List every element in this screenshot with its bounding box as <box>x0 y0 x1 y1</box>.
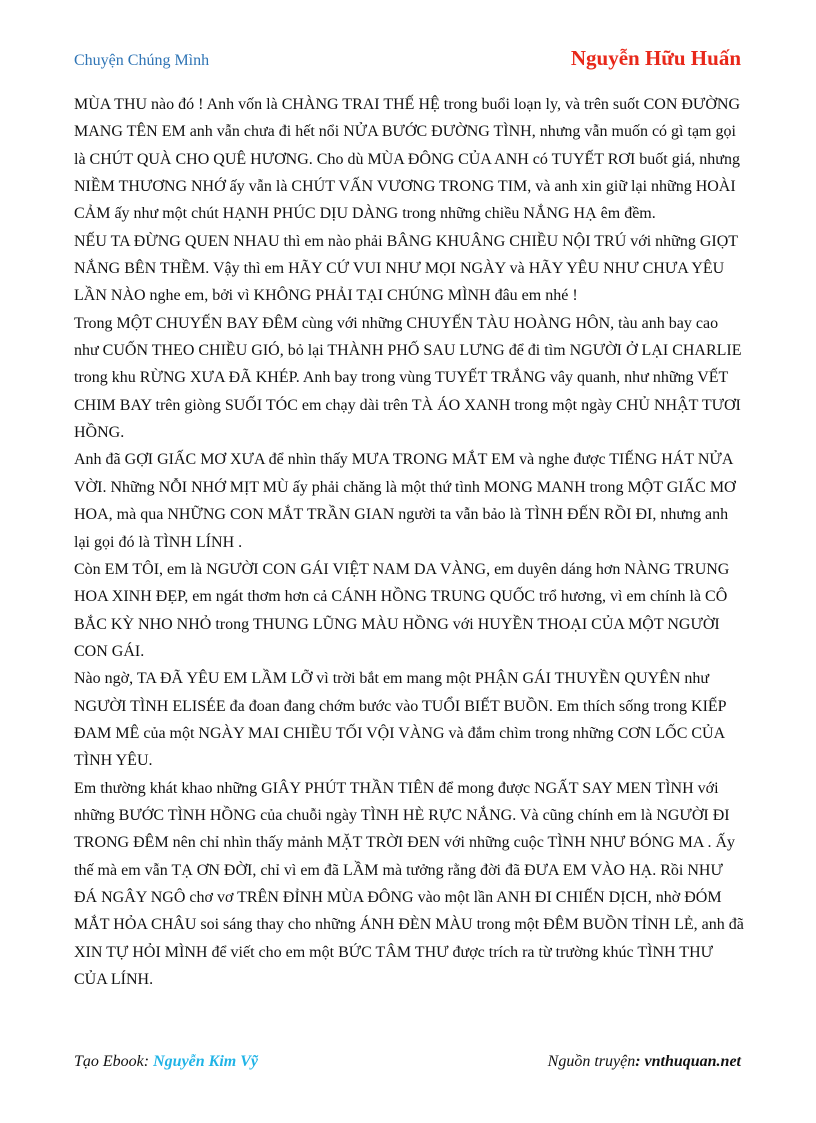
paragraph: Em thường khát khao những GIÂY PHÚT THẦN TIÊN để mong được NGẤT SAY MEN TÌNH với những BƯỚC TÌNH HỒNG của chuỗi ngày TÌNH HÈ RỰC NẮNG. Và cũng chính em là NGƯỜI ĐI TRONG ĐÊM nên chỉ nhìn thấy mảnh MẶT TRỜI ĐEN với những cuộc TÌNH NHƯ BÓNG MA . Ấy thế mà em vẫn TẠ ƠN ĐỜI, chỉ vì em đã LẦM mà tưởng rằng đời đã ĐƯA EM VÀO HẠ. Rồi NHƯ ĐÁ NGÂY NGÔ chơ vơ TRÊN ĐỈNH MÙA ĐÔNG vào một lần ANH ĐI CHIẾN DỊCH, nhờ ĐÓM MẮT HỎA CHÂU soi sáng thay cho những ÁNH ĐÈN MÀU trong một ĐÊM BUỒN TỈNH LẺ, anh đã XIN TỰ HỎI MÌNH để viết cho em một BỨC TÂM THƯ được trích ra từ trường khúc TÌNH THƯ CỦA LÍNH. <box>74 779 744 988</box>
paragraph: Anh đã GỢI GIẤC MƠ XƯA để nhìn thấy MƯA TRONG MẮT EM và nghe được TIẾNG HÁT NỬA VỜI. Những NỖI NHỚ MỊT MÙ ấy phải chăng là một thứ tình MONG MANH trong MỘT GIẤC MƠ HOA, mà qua NHỮNG CON MẮT TRẦN GIAN người ta vẫn bảo là TÌNH ĐẾN RỒI ĐI, nhưng anh lại gọi đó là TÌNH LÍNH . <box>74 451 736 551</box>
paragraph: Trong MỘT CHUYẾN BAY ĐÊM cùng với những CHUYẾN TÀU HOÀNG HÔN, tàu anh bay cao như CUỐN THEO CHIỀU GIÓ, bỏ lại THÀNH PHỐ SAU LƯNG để đi tìm NGƯỜI Ở LẠI CHARLIE trong khu RỪNG XƯA ĐÃ KHÉP. Anh bay trong vùng TUYẾT TRẮNG vây quanh, như những VẾT CHIM BAY trên giòng SUỐI TÓC em chạy dài trên TÀ ÁO XANH trong một ngày CHỦ NHẬT TƯƠI HỒNG. <box>74 314 742 442</box>
book-title: Chuyện Chúng Mình <box>74 52 210 69</box>
document-body <box>74 91 746 993</box>
author-name: Nguyễn Hữu Huấn <box>570 46 741 70</box>
ebook-credit <box>74 1053 258 1071</box>
source-credit <box>548 1053 741 1071</box>
ebook-creator-name: Nguyễn Kim Vỹ <box>153 1053 258 1070</box>
ebook-credit-label: Tạo Ebook <box>74 1053 144 1070</box>
paragraph: MÙA THU nào đó ! Anh vốn là CHÀNG TRAI THẾ HỆ trong buổi loạn ly, và trên suốt CON ĐƯỜNG MANG TÊN EM anh vẫn chưa đi hết nổi NỬA BƯỚC ĐƯỜNG TÌNH, nhưng vẫn muốn có gì tạm gọi là CHÚT QUÀ CHO QUÊ HƯƠNG. Cho dù MÙA ĐÔNG CỦA ANH có TUYẾT RƠI buốt giá, nhưng NIỀM THƯƠNG NHỚ ấy vẫn là CHÚT VẤN VƯƠNG TRONG TIM, và anh xin giữ lại những HOÀI CẢM ấy như một chút HẠNH PHÚC DỊU DÀNG trong những chiều NẮNG HẠ êm đềm. <box>74 96 740 223</box>
source-label: Nguồn truyện <box>547 1053 636 1070</box>
source-separator: : <box>635 1053 645 1070</box>
paragraph: Nào ngờ, TA ĐÃ YÊU EM LẦM LỠ vì trời bắt em mang một PHẬN GÁI THUYỀN QUYÊN như NGƯỜI TÌNH ELISÉE đa đoan đang chớm bước vào TUỔI BIẾT BUỒN. Em thích sống trong KIẾP ĐAM MÊ của một NGÀY MAI CHIỀU TỐI VỘI VÀNG và đắm chìm trong những CƠN LỐC CỦA TÌNH YÊU. <box>74 670 726 770</box>
page-header <box>74 44 741 80</box>
source-site: vnthuquan.net <box>644 1053 741 1070</box>
paragraph: NẾU TA ĐỪNG QUEN NHAU thì em nào phải BÂNG KHUÂNG CHIỀU NỘI TRÚ với những GIỌT NẮNG BÊN THỀM. Vậy thì em HÃY CỨ VUI NHƯ MỌI NGÀY và HÃY YÊU NHƯ CHƯA YÊU LẦN NÀO nghe em, bởi vì KHÔNG PHẢI TẠI CHÚNG MÌNH đâu em nhé ! <box>74 232 738 305</box>
paragraph: Còn EM TÔI, em là NGƯỜI CON GÁI VIỆT NAM DA VÀNG, em duyên dáng hơn NÀNG TRUNG HOA XINH ĐẸP, em ngát thơm hơn cả CÁNH HỒNG TRUNG QUỐC trổ hương, vì em chính là CÔ BẮC KỲ NHO NHỎ trong THUNG LŨNG MÀU HỒNG với HUYỀN THOẠI CỦA MỘT NGƯỜI CON GÁI. <box>74 560 730 660</box>
ebook-credit-separator: : <box>143 1053 154 1070</box>
page-footer <box>74 1053 741 1077</box>
